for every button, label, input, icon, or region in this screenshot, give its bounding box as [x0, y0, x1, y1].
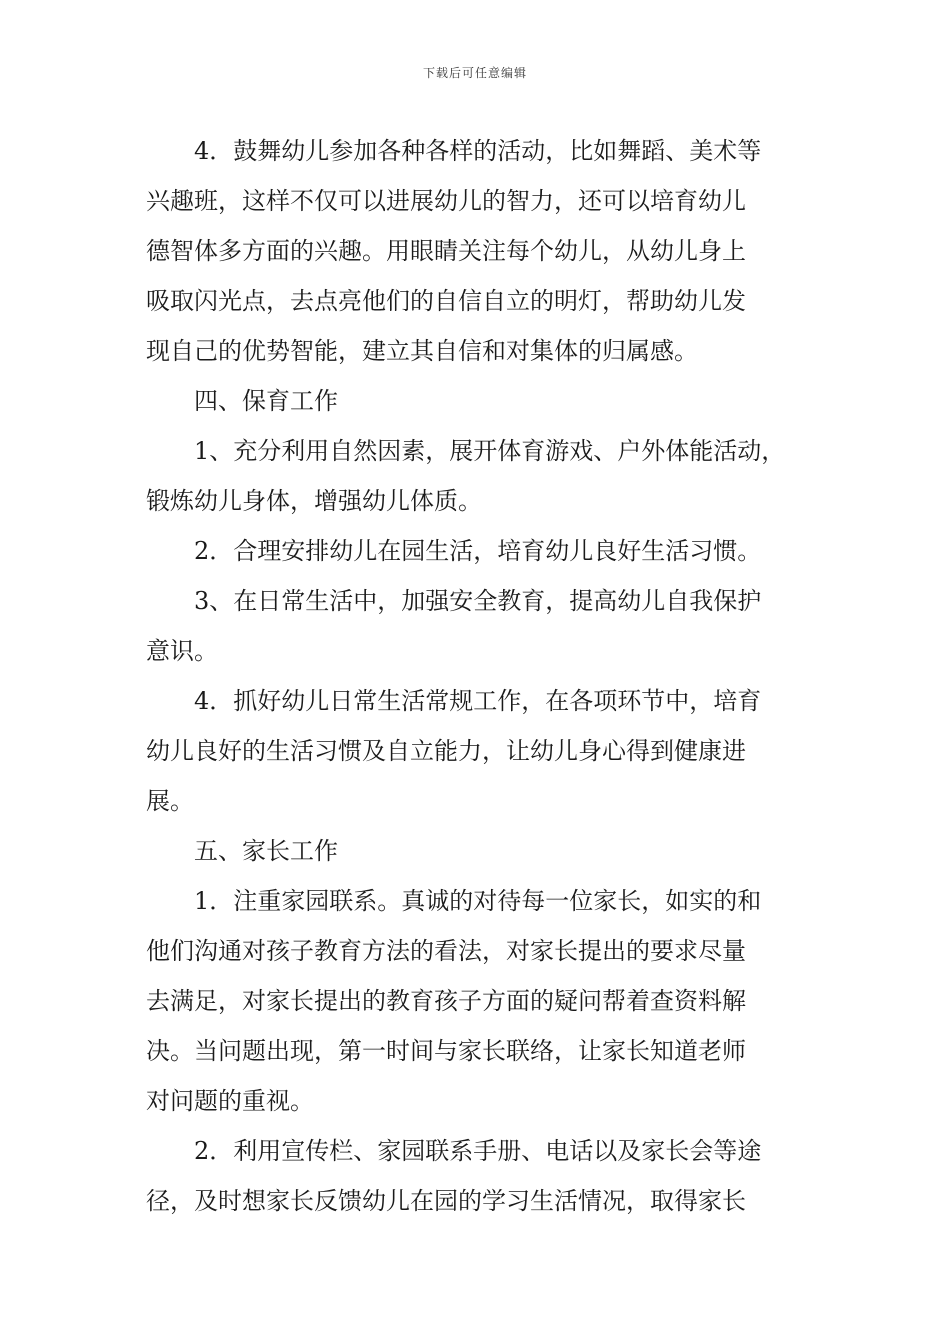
text-line: 对问题的重视。: [146, 1087, 314, 1115]
text-line: 展。: [146, 787, 194, 815]
text-line: 决。当问题出现，第一时间与家长联络，让家长知道老师: [146, 1037, 746, 1065]
text-line: 锻炼幼儿身体，增强幼儿体质。: [146, 487, 482, 515]
section-heading: 四、保育工作: [194, 387, 338, 415]
document-body: [146, 126, 806, 1226]
text-line: 4．鼓舞幼儿参加各种各样的活动，比如舞蹈、美术等: [194, 137, 762, 165]
text-line: 现自己的优势智能，建立其自信和对集体的归属感。: [146, 337, 698, 365]
text-line: 1．注重家园联系。真诚的对待每一位家长，如实的和: [194, 887, 762, 915]
text-line: 去满足，对家长提出的教育孩子方面的疑问帮着查资料解: [146, 987, 746, 1015]
text-line: 吸取闪光点，去点亮他们的自信自立的明灯，帮助幼儿发: [146, 287, 746, 315]
page-header: 下载后可任意编辑: [422, 66, 527, 80]
text-line: 幼儿良好的生活习惯及自立能力，让幼儿身心得到健康进: [146, 737, 746, 765]
text-line: 3、在日常生活中，加强安全教育，提高幼儿自我保护: [194, 587, 762, 615]
text-line: 2．合理安排幼儿在园生活，培育幼儿良好生活习惯。: [194, 537, 762, 565]
section-heading: 五、家长工作: [194, 837, 338, 865]
text-line: 兴趣班，这样不仅可以进展幼儿的智力，还可以培育幼儿: [146, 187, 746, 215]
text-line: 1、充分利用自然因素，展开体育游戏、户外体能活动，: [194, 437, 786, 465]
text-line: 意识。: [146, 637, 218, 665]
text-line: 4．抓好幼儿日常生活常规工作，在各项环节中，培育: [194, 687, 762, 715]
text-line: 2．利用宣传栏、家园联系手册、电话以及家长会等途: [194, 1137, 762, 1165]
text-line: 径，及时想家长反馈幼儿在园的学习生活情况，取得家长: [146, 1187, 746, 1215]
text-line: 他们沟通对孩子教育方法的看法，对家长提出的要求尽量: [146, 937, 746, 965]
text-line: 德智体多方面的兴趣。用眼睛关注每个幼儿，从幼儿身上: [146, 237, 746, 265]
